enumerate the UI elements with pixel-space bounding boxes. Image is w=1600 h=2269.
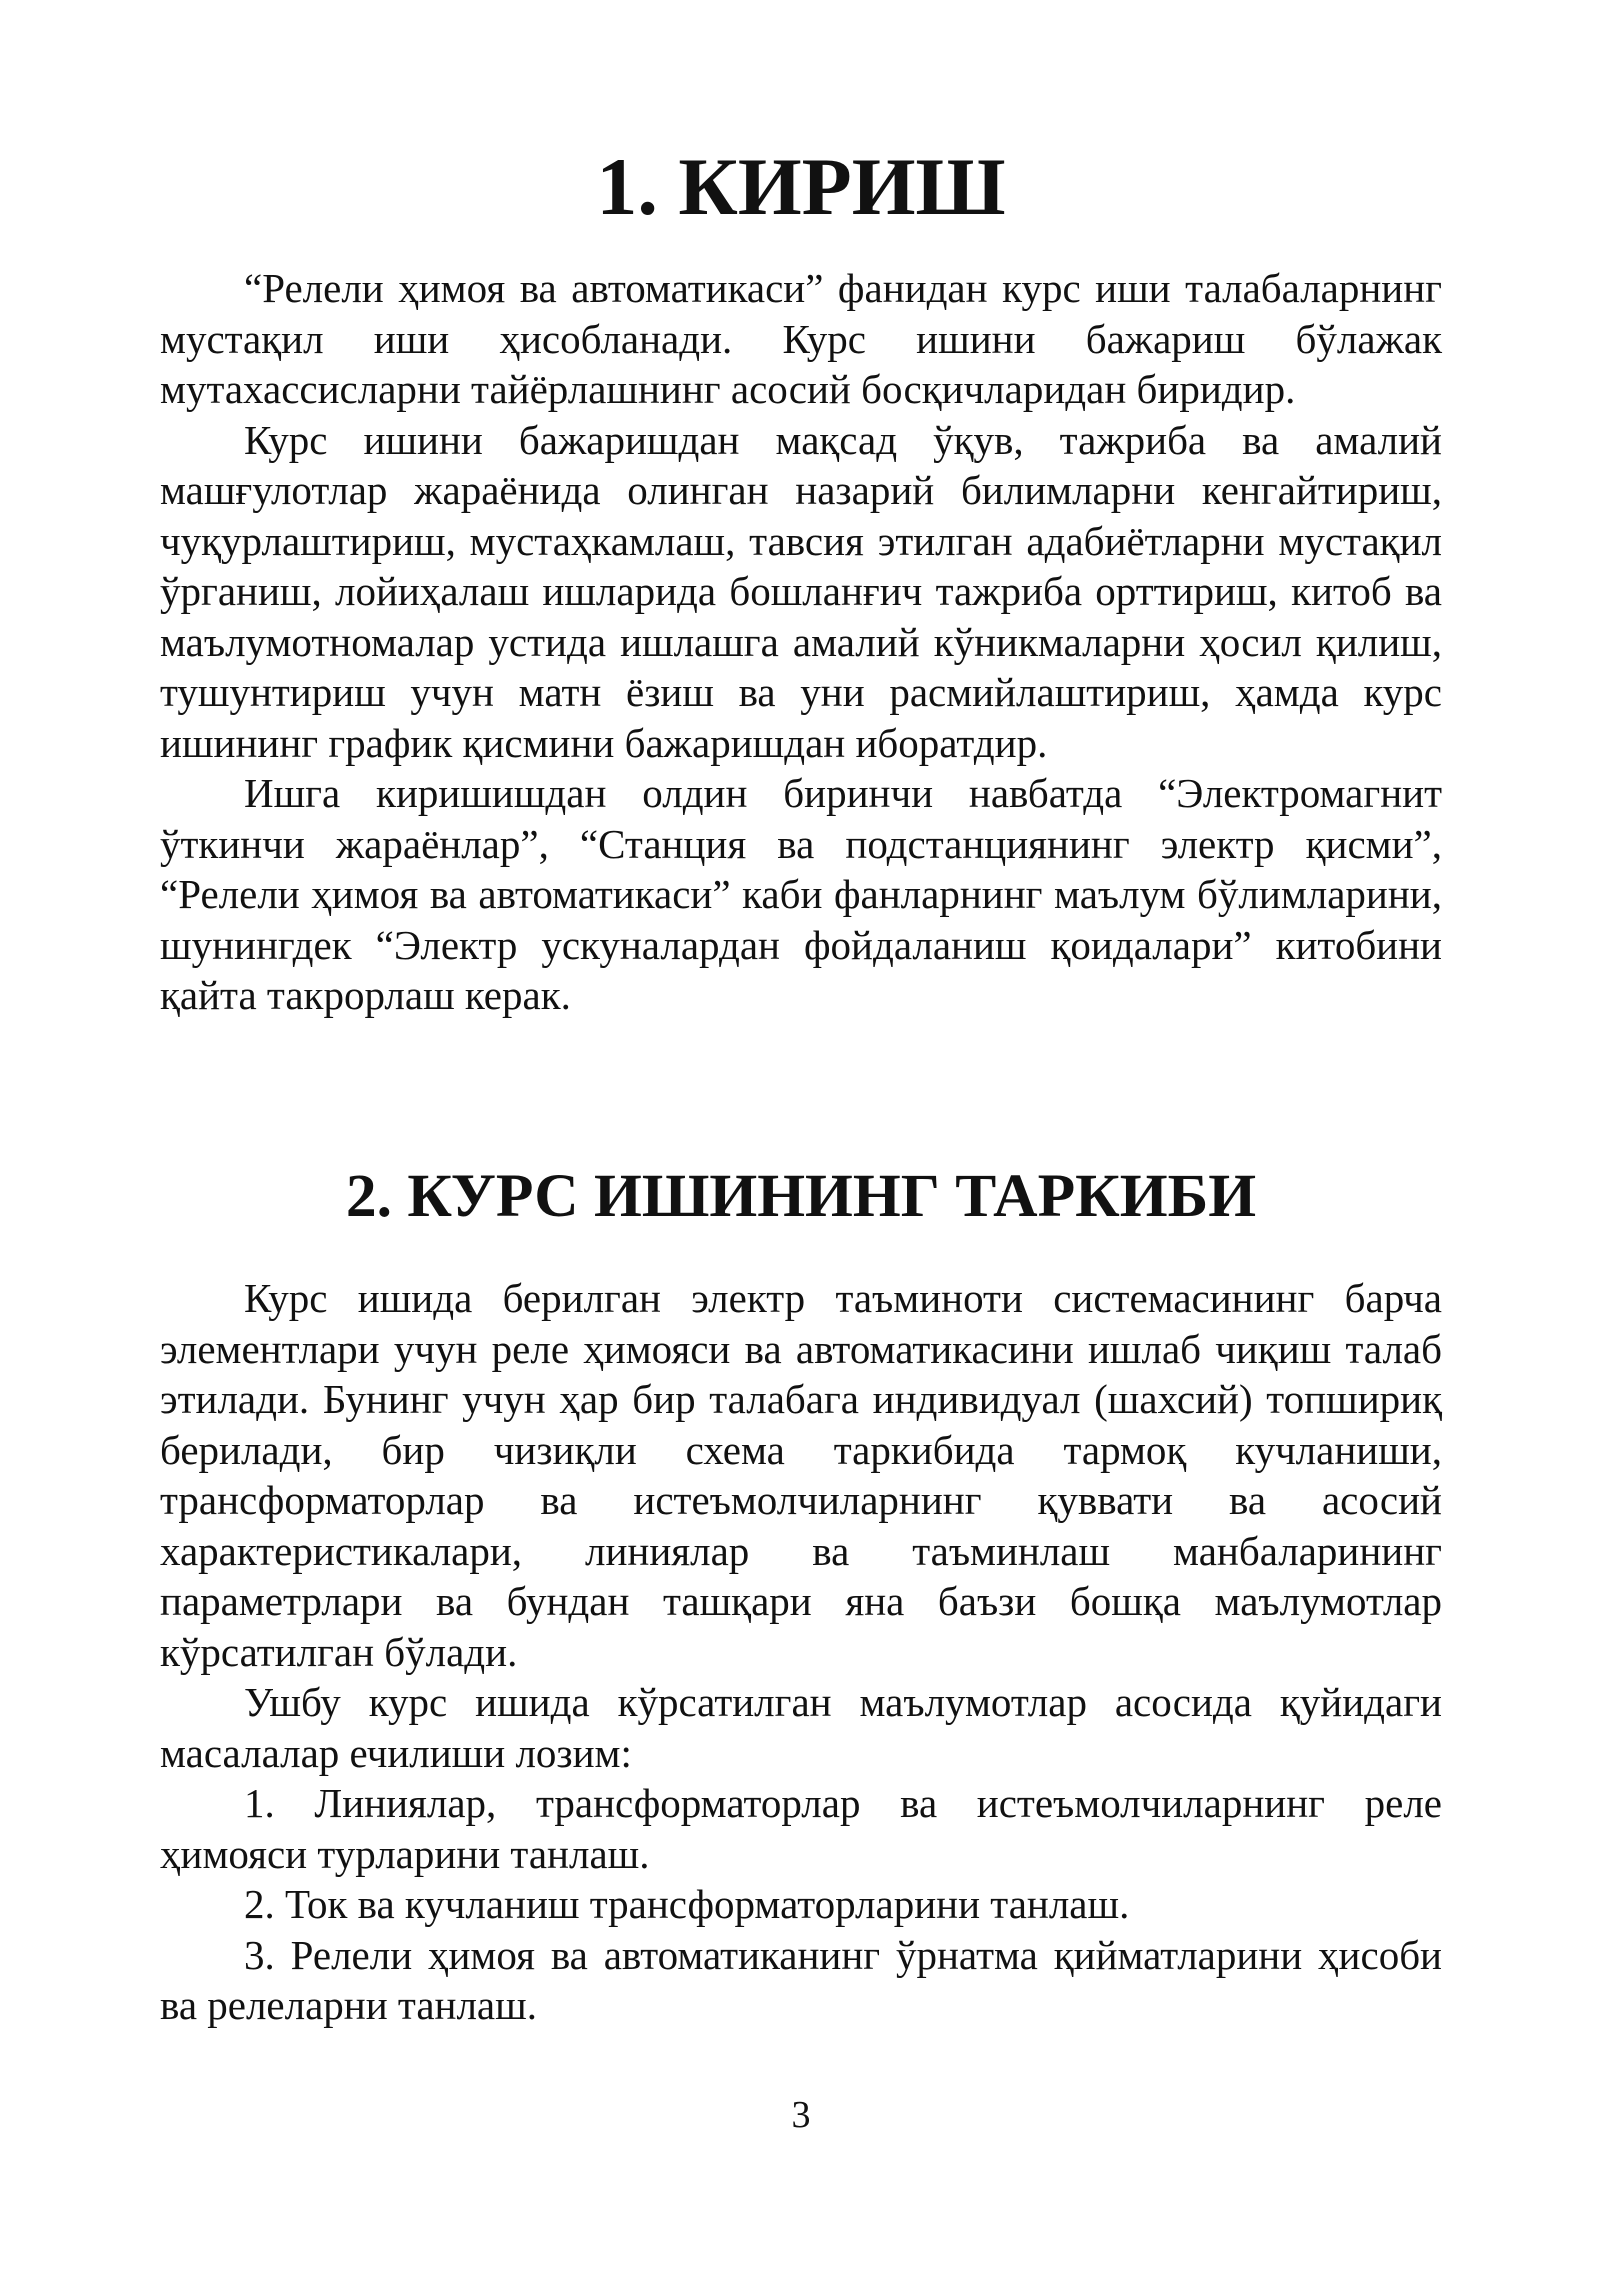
paragraph: “Релели ҳимоя ва автоматикаси” фанидан курс иши талабаларнинг мустақил иши ҳисобланади. Курс ишини бажариш бўлажак мутахассисларни тайёрлашнинг асосий босқичларидан биридир. [160,265,1442,412]
list-item: 2. Ток ва кучланиш трансформаторларини танлаш. [244,1881,1130,1927]
list-item: 1. Линиялар, трансформаторлар ва истеъмолчиларнинг реле ҳимояси турларини танлаш. [160,1780,1442,1877]
document-page [160,0,1442,2269]
paragraph: Ишга киришишдан олдин биринчи навбатда “Электромагнит ўткинчи жараёнлар”, “Станция ва подстанциянинг электр қисми”, “Релели ҳимоя ва автоматикаси” каби фанларнинг маълум бўлимларини, шунингдек “Электр ускуналардан фойдаланиш қоидалари” китобини қайта такрорлаш керак. [160,770,1442,1018]
section-heading-introduction: 1. КИРИШ [596,141,1006,232]
section-heading-course-contents: 2. КУРС ИШИНИНГ ТАРКИБИ [345,1162,1257,1230]
section-course-contents-body [160,1273,1442,2031]
paragraph: Курс ишида берилган электр таъминоти системасининг барча элементлари учун реле ҳимояси ва автоматикасини ишлаб чиқиш талаб этилади. Бунинг учун ҳар бир талабага индивидуал (шахсий) топшириқ берилади, бир чизиқли схема таркибида тармоқ кучланиши, трансформаторлар ва истеъмолчиларнинг қуввати ва асосий характеристикалари, линиялар ва таъминлаш манбаларининг параметрлари ва бундан ташқари яна баъзи бошқа маълумотлар кўрсатилган бўлади. [160,1275,1442,1675]
section-introduction-body [160,263,1442,1021]
paragraph: Ушбу курс ишида кўрсатилган маълумотлар асосида қуйидаги масалалар ечилиши лозим: [160,1679,1442,1776]
paragraph: Курс ишини бажаришдан мақсад ўқув, тажриба ва амалий машғулотлар жараёнида олинган назарий билимларни кенгайтириш, чуқурлаштириш, мустаҳкамлаш, тавсия этилган адабиётларни мустақил ўрганиш, лойиҳалаш ишларида бошланғич тажриба орттириш, китоб ва маълумотномалар устида ишлашга амалий кўникмаларни ҳосил қилиш, тушунтириш учун матн ёзиш ва уни расмийлаштириш, ҳамда курс ишининг график қисмини бажаришдан иборатдир. [160,416,1442,766]
list-item: 3. Релели ҳимоя ва автоматиканинг ўрнатма қийматларини ҳисоби ва релеларни танлаш. [160,1931,1442,2028]
page-number: 3 [791,2094,811,2136]
